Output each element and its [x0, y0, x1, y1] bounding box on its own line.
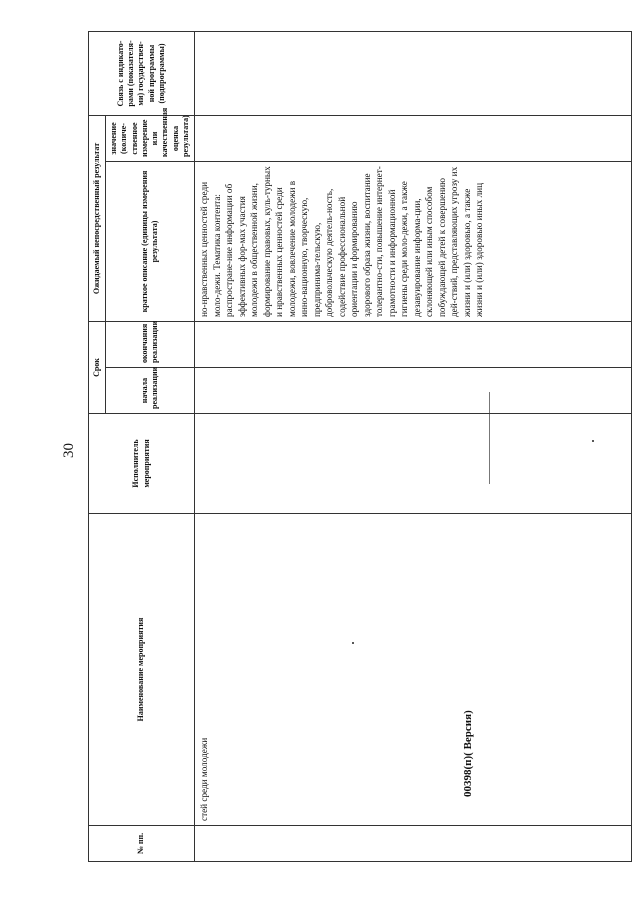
cell-term-end	[195, 322, 632, 368]
rotated-table	[88, 32, 628, 862]
cell-term-start	[195, 368, 632, 414]
header-name: Наименование мероприятия	[89, 514, 195, 826]
program-measures-table	[88, 31, 632, 862]
header-term-end: окончания реализации	[106, 322, 195, 368]
document-footer-id: 00398(п)( Версия)	[462, 710, 474, 797]
cell-link	[195, 32, 632, 116]
header-result-value: значение (количе-ственное измерение или качественная оценка результата)	[106, 116, 195, 162]
cell-num	[195, 826, 632, 862]
header-result: Ожидаемый непосредственный результат	[89, 116, 106, 322]
cell-executor	[195, 414, 632, 514]
header-term-start: начала реализации	[106, 368, 195, 414]
cell-result-desc: но-нравственных ценностей среди моло-дежи. Тематика контента: распростране-ние информации об эффективных фор-мах участия молодежи в общественной жизни, формирование правовых, куль-турных и нравственных ценностей среди молодежи, вовлечение молодежи в инно-вационную, творческую, предпринима-тельскую, добровольческую деятель-ность, содействие профессиональной ориентации и формированию здорового образа жизни, воспитание толерантно-сти, повышение интернет-грамотности и информационной гигиены среди моло-дежи, а также дезавуирование информа-ции, склоняющей или иным способом побуждающей детей к совершению дей-ствий, представляющих угрозу их жизни и (или) здоровью, а также жизни и (или) здоровью иных лиц	[195, 162, 632, 322]
header-result-desc: краткое описание (единицы измерения результата)	[106, 162, 195, 322]
cell-name: стей среди молодежи	[195, 514, 632, 826]
header-link: Связь с индикато-рами (показателя-ми) государствен-ной программы (подпрограммы)	[89, 32, 195, 116]
table-row	[195, 32, 632, 862]
header-executor: Исполнитель мероприятия	[89, 414, 195, 514]
cell-result-value	[195, 116, 632, 162]
page-number: 30	[61, 443, 77, 458]
header-num: № пп.	[89, 826, 195, 862]
header-term: Срок	[89, 322, 106, 414]
